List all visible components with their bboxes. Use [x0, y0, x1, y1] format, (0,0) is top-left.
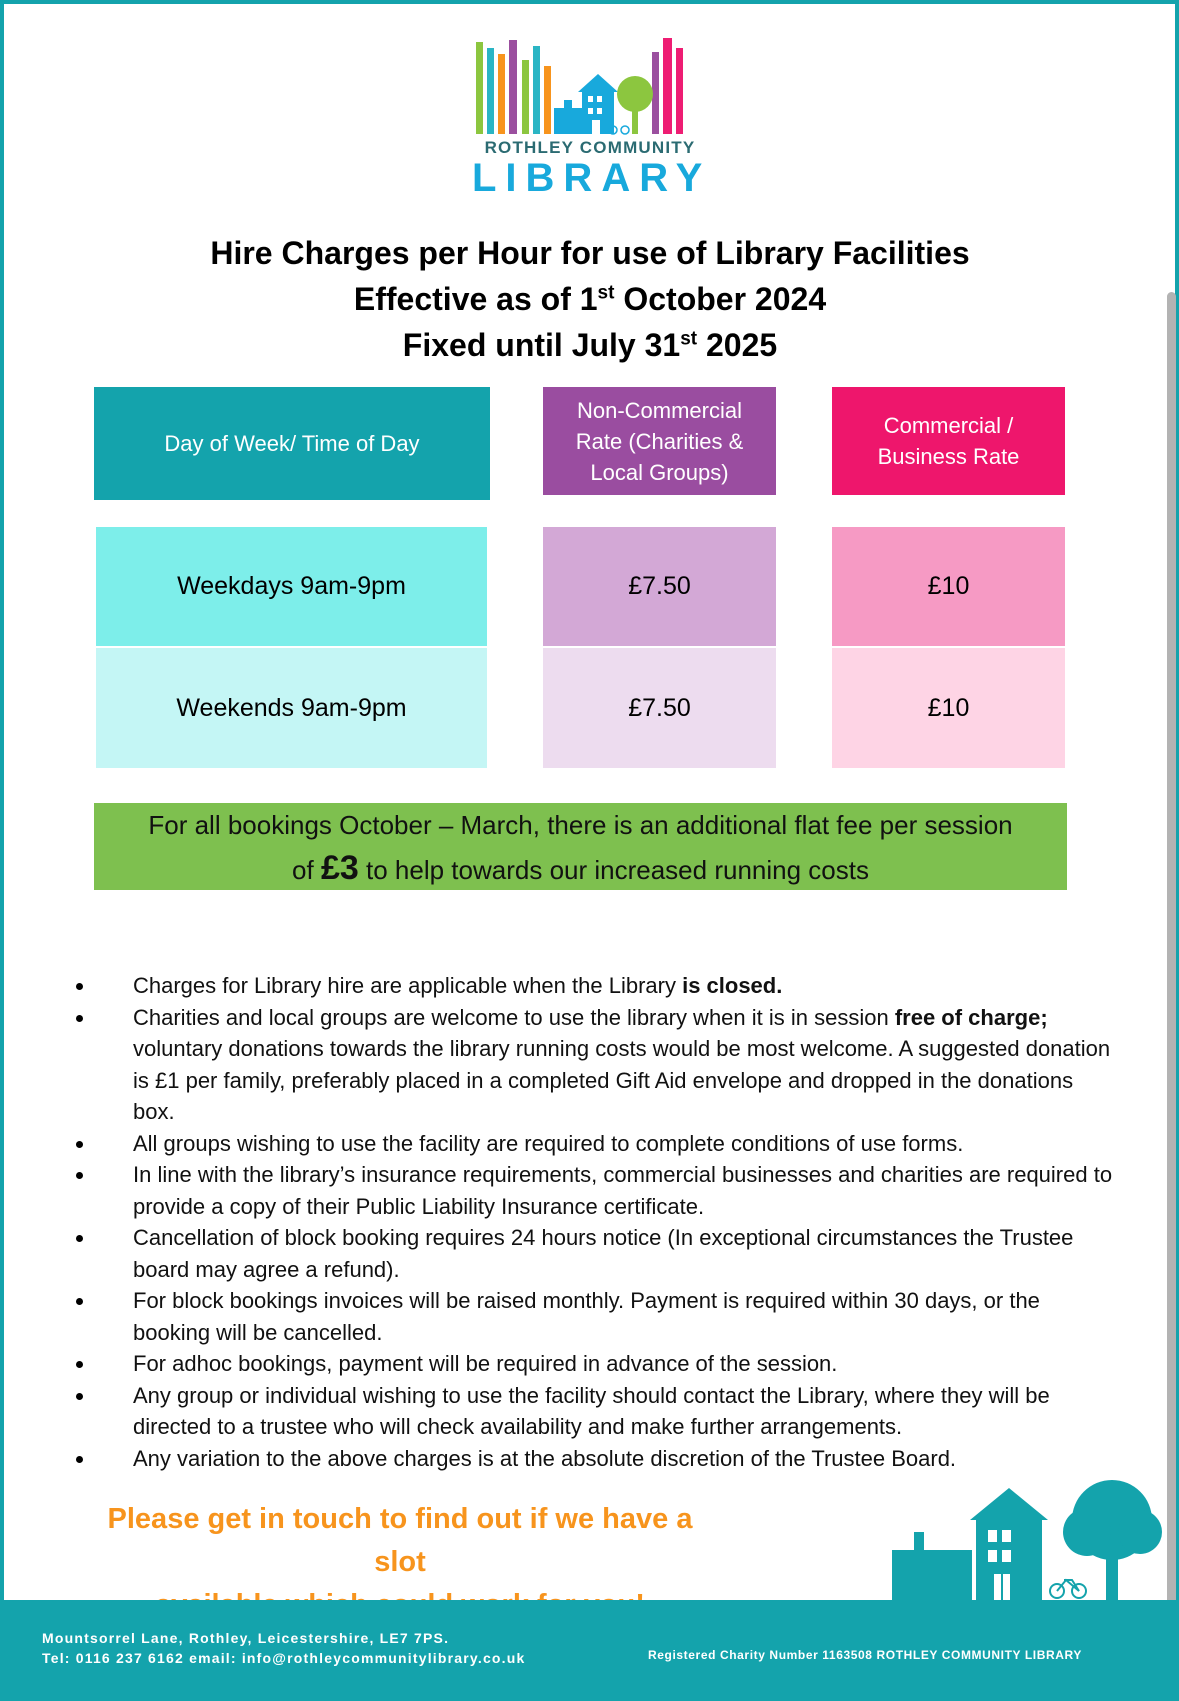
condition-item	[74, 1348, 1114, 1380]
logo-text-library: LIBRARY	[472, 156, 712, 200]
row-weekdays-commercial: £10	[832, 527, 1065, 646]
banner-line-2	[94, 847, 1067, 892]
title-line-3-end: 2025	[697, 327, 778, 363]
condition-text: Charities and local groups are welcome to use the library when it is in session	[133, 1004, 895, 1030]
header-commercial-rate-text: Commercial / Business Rate	[877, 413, 1020, 469]
logo-text-top: ROTHLEY COMMUNITY	[484, 138, 696, 157]
header-commercial-rate	[832, 387, 1065, 495]
page-footer	[0, 1600, 1179, 1701]
cta-line-1: Please get in touch to find out if we have a slot	[107, 1503, 693, 1578]
title-line-2-sup: st	[597, 282, 615, 304]
condition-text: For adhoc bookings, payment will be required in advance of the session.	[133, 1351, 838, 1376]
library-logo	[472, 34, 712, 200]
footer-address: Mountsorrel Lane, Rothley, Leicestershire, LE7 7PS.	[42, 1630, 450, 1646]
condition-item	[74, 1128, 1114, 1160]
footer-address-block	[42, 1628, 526, 1668]
condition-text: Any variation to the above charges is at the absolute discretion of the Trustee Board.	[133, 1445, 957, 1471]
house-tree-bicycle-icon	[892, 1470, 1162, 1605]
title-line-3-text: Fixed until July 31	[402, 327, 681, 363]
header-day-of-week: Day of Week/ Time of Day	[94, 387, 490, 500]
condition-item	[74, 1159, 1114, 1222]
footer-contact: Tel: 0116 237 6162 email: info@rothleycommunitylibrary.co.uk	[42, 1650, 526, 1666]
condition-text: Charges for Library hire are applicable when the Library	[133, 973, 683, 998]
banner-line-1: For all bookings October – March, there is an additional flat fee per session	[148, 810, 1013, 840]
row-weekdays-day: Weekdays 9am-9pm	[96, 527, 487, 646]
vertical-scrollbar[interactable]	[1167, 292, 1176, 1632]
title-line-2-text: Effective as of 1	[353, 281, 598, 317]
page-title	[100, 230, 1080, 368]
title-line-2-end: October 2024	[614, 281, 827, 317]
condition-emphasis: is closed.	[682, 973, 783, 998]
condition-item	[74, 1380, 1114, 1443]
condition-text: Cancellation of block booking requires 24 hours notice (In exceptional circumstances the Trustee board may agree a refund).	[133, 1225, 1074, 1282]
banner-of: of	[292, 855, 314, 885]
row-weekends-non-commercial: £7.50	[543, 648, 776, 768]
conditions-list	[74, 970, 1114, 1474]
banner-fee-amount: £3	[320, 849, 359, 887]
condition-emphasis: free of charge;	[894, 1004, 1048, 1030]
banner-line-2-text: to help towards our increased running costs	[366, 855, 869, 885]
title-line-1: Hire Charges per Hour for use of Library Facilities	[210, 235, 970, 271]
condition-item	[74, 970, 1114, 1002]
condition-text: For block bookings invoices will be raised monthly. Payment is required within 30 days, or the booking will be cancelled.	[133, 1288, 1040, 1345]
title-line-3-sup: st	[680, 328, 698, 350]
condition-item	[74, 1285, 1114, 1348]
row-weekends-commercial: £10	[832, 648, 1065, 768]
condition-text: In line with the library’s insurance requirements, commercial businesses and charities are required to provide a copy of their Public Liability Insurance certificate.	[133, 1162, 1113, 1219]
condition-item	[74, 1002, 1114, 1128]
header-non-commercial-rate: Non-Commercial Rate (Charities & Local Groups)	[543, 387, 776, 495]
footer-registration: Registered Charity Number 1163508 ROTHLEY COMMUNITY LIBRARY	[648, 1648, 1082, 1662]
condition-text: All groups wishing to use the facility are required to complete conditions of use forms.	[133, 1130, 964, 1156]
title-line-2	[100, 276, 1080, 322]
condition-item	[74, 1222, 1114, 1285]
title-line-3	[100, 322, 1080, 368]
condition-text-continued: voluntary donations towards the library running costs would be most welcome. A suggested donation is £1 per family, preferably placed in a completed Gift Aid envelope and dropped in the donations box.	[133, 1036, 1111, 1124]
condition-text: Any group or individual wishing to use the facility should contact the Library, where they will be directed to a trustee who will check availability and make further arrangements.	[133, 1382, 1050, 1439]
books-house-tree-icon	[472, 34, 708, 136]
additional-fee-banner	[94, 803, 1067, 890]
row-weekdays-non-commercial: £7.50	[543, 527, 776, 646]
row-weekends-day: Weekends 9am-9pm	[96, 648, 487, 768]
